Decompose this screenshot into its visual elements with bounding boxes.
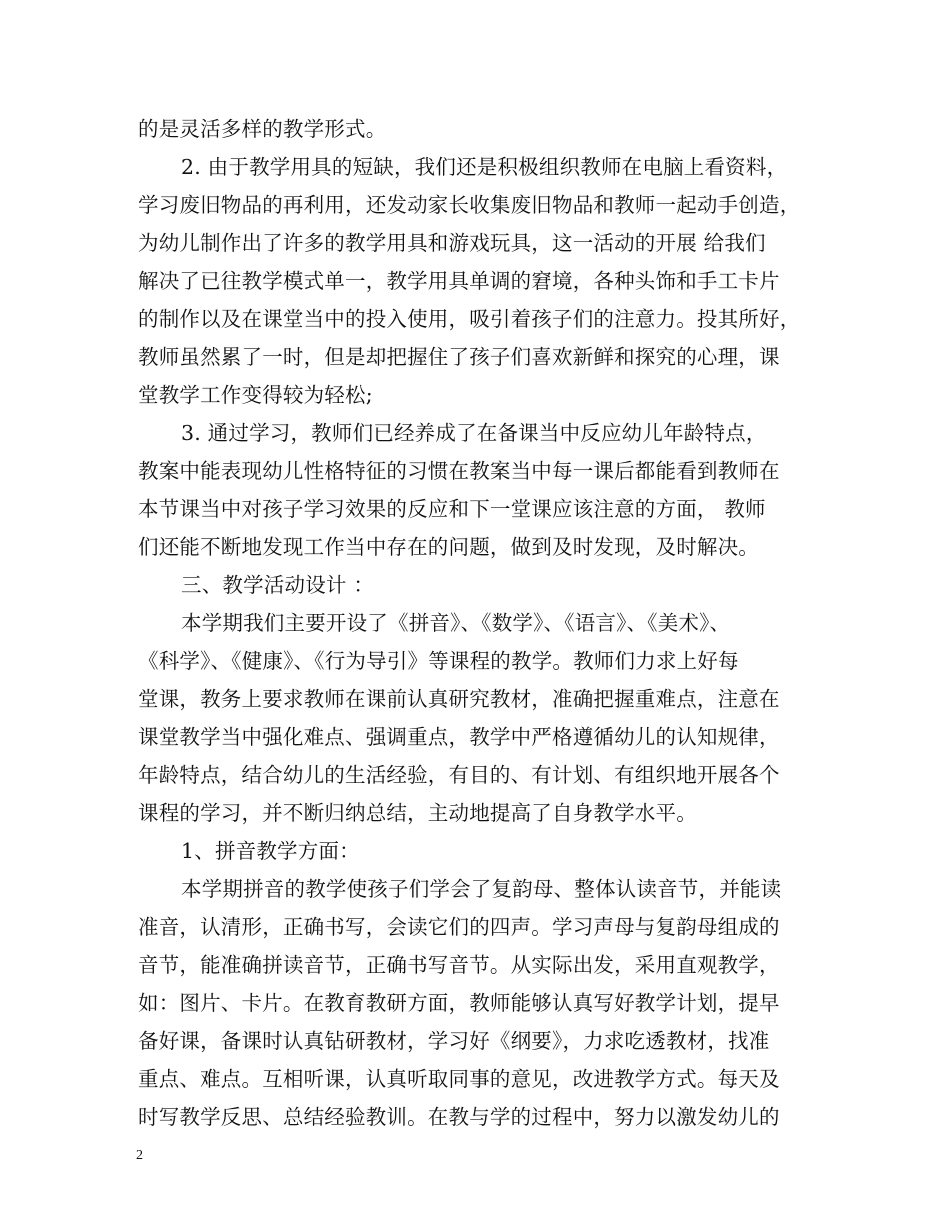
text-line: 如：图片、卡片。在教育教研方面，教师能够认真写好教学计划，提早 [138, 991, 780, 1015]
text-line: 备好课，备课时认真钻研教材，学习好《纲要》，力求吃透教材，找准 [138, 1029, 770, 1053]
text-line: 3. 通过学习，教师们已经养成了在备课当中反应幼儿年龄特点， [181, 421, 767, 445]
text-line: 的是灵活多样的教学形式。 [138, 117, 387, 141]
text-line: 音节，能准确拼读音节，正确书写音节。从实际出发，采用直观教学， [138, 953, 780, 977]
text-line: 时写教学反思、总结经验教训。在教与学的过程中，努力以激发幼儿的 [138, 1105, 780, 1129]
text-line: 本学期拼音的教学使孩子们学会了复韵母、整体认读音节，并能读 [181, 877, 782, 901]
text-line: 教案中能表现幼儿性格特征的习惯在教案当中每一课后都能看到教师在 [138, 459, 780, 483]
text-line: 本节课当中对孩子学习效果的反应和下一堂课应该注意的方面， 教师 [138, 497, 766, 521]
text-line: 解决了已往教学模式单一，教学用具单调的窘境，各种头饰和手工卡片 [138, 269, 780, 293]
text-line: 学习废旧物品的再利用，还发动家长收集废旧物品和教师一起动手创造， [138, 193, 801, 217]
text-line: 2. 由于教学用具的短缺，我们还是积极组织教师在电脑上看资料， [181, 155, 788, 179]
text-line: 本学期我们主要开设了《拼音》、《数学》、《语言》、《美术》、 [181, 611, 731, 635]
text-line: 为幼儿制作出了许多的教学用具和游戏玩具，这一活动的开展 给我们 [138, 231, 766, 255]
text-line: 《科学》、《健康》、《行为导引》等课程的教学。教师们力求上好每 [138, 649, 739, 673]
text-line: 们还能不断地发现工作当中存在的问题，做到及时发现，及时解决。 [138, 535, 759, 559]
text-line: 教师虽然累了一时，但是却把握住了孩子们喜欢新鲜和探究的心理，课 [138, 345, 780, 369]
text-line: 堂教学工作变得较为轻松; [138, 383, 373, 407]
page-number: 2 [136, 1148, 143, 1163]
text-line: 课堂教学当中强化难点、强调重点，教学中严格遵循幼儿的认知规律， [138, 725, 780, 749]
text-line: 堂课，教务上要求教师在课前认真研究教材，准确把握重难点，注意在 [138, 687, 780, 711]
text-line: 准音，认清形，正确书写，会读它们的四声。学习声母与复韵母组成的 [138, 915, 780, 939]
subsection-heading: 1、拼音教学方面： [181, 839, 360, 863]
text-line: 的制作以及在课堂当中的投入使用，吸引着孩子们的注意力。投其所好， [138, 307, 801, 331]
text-line: 课程的学习，并不断归纳总结，主动地提高了自身教学水平。 [138, 801, 697, 825]
text-line: 重点、难点。互相听课，认真听取同事的意见，改进教学方式。每天及 [138, 1067, 780, 1091]
section-heading: 三、教学活动设计 ： [181, 573, 375, 597]
text-line: 年龄特点，结合幼儿的生活经验，有目的、有计划、有组织地开展各个 [138, 763, 780, 787]
